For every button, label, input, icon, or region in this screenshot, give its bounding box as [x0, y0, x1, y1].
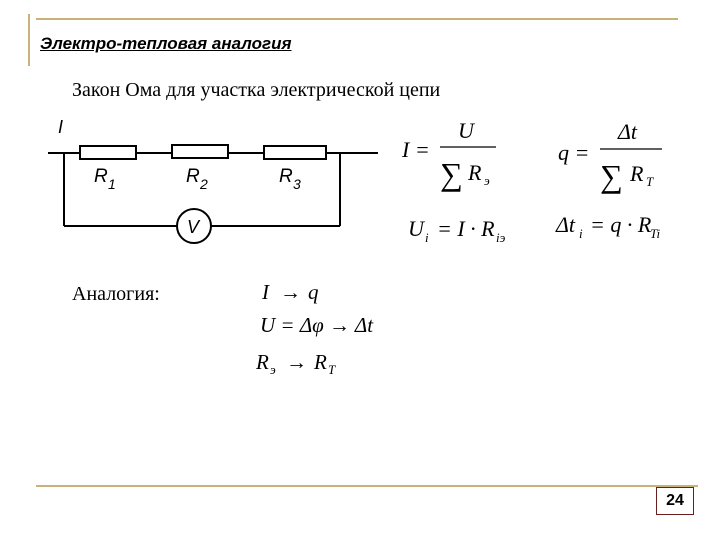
formula-heat-lhs: q =	[558, 140, 590, 165]
formula-voltage-u: U	[408, 216, 424, 241]
resistor-2-index: 2	[200, 176, 208, 192]
formula-voltage-sub: iэ	[496, 230, 506, 245]
analogy-1-arrow: →	[280, 280, 301, 304]
formula-voltage-drop	[408, 216, 506, 245]
voltmeter-label: V	[187, 217, 200, 237]
formula-temp-drop	[555, 212, 661, 241]
resistor-2	[172, 145, 228, 158]
analogy-2: U = Δφ → Δt	[260, 313, 374, 337]
resistor-1-label: R	[94, 166, 108, 187]
formula-voltage-u-sub: i	[425, 230, 429, 245]
formula-ohm-lhs: I =	[402, 137, 430, 162]
analogy-3-left-sub: э	[270, 362, 276, 377]
formula-ohm	[401, 118, 496, 192]
analogy-3-left: R	[256, 350, 269, 374]
formula-temp-dt-sub: i	[579, 226, 583, 241]
formula-temp-sub: Ti	[650, 226, 661, 241]
resistor-3	[264, 146, 326, 159]
formula-heat-numerator: Δt	[618, 119, 638, 144]
analogy-1-right: q	[308, 280, 319, 304]
formula-heat	[558, 119, 662, 194]
resistor-1-index: 1	[108, 176, 116, 192]
current-label: I	[58, 117, 64, 137]
formula-heat-denominator: R	[630, 161, 644, 186]
formula-ohm-numerator: U	[458, 118, 474, 143]
slide-title: Электро-тепловая аналогия	[40, 34, 292, 53]
resistor-1	[80, 146, 136, 159]
formula-heat-den-sub: T	[646, 174, 654, 189]
analogy-list	[255, 280, 374, 377]
formula-temp-dt: Δt	[556, 212, 576, 237]
formula-heat-sum: ∑	[600, 158, 623, 194]
analogy-label: Аналогия:	[72, 283, 160, 305]
formula-ohm-sum: ∑	[440, 156, 463, 192]
analogy-3-arrow: →	[286, 350, 307, 374]
analogy-3-right-sub: T	[328, 362, 336, 377]
slide-subtitle: Закон Ома для участка электрической цепи	[72, 79, 441, 101]
analogy-1-left: I	[262, 280, 269, 304]
resistor-3-index: 3	[293, 176, 301, 192]
page-number: 24	[656, 487, 694, 515]
resistor-2-label: R	[186, 166, 200, 187]
formula-ohm-denominator: R	[468, 160, 482, 185]
resistor-3-label: R	[279, 166, 293, 187]
formula-voltage-rest: = I · R	[437, 216, 495, 241]
formula-ohm-den-sub: э	[484, 173, 490, 188]
formula-temp-rest: = q · R	[590, 212, 652, 237]
analogy-3-right: R	[314, 350, 327, 374]
circuit-diagram	[48, 145, 378, 243]
